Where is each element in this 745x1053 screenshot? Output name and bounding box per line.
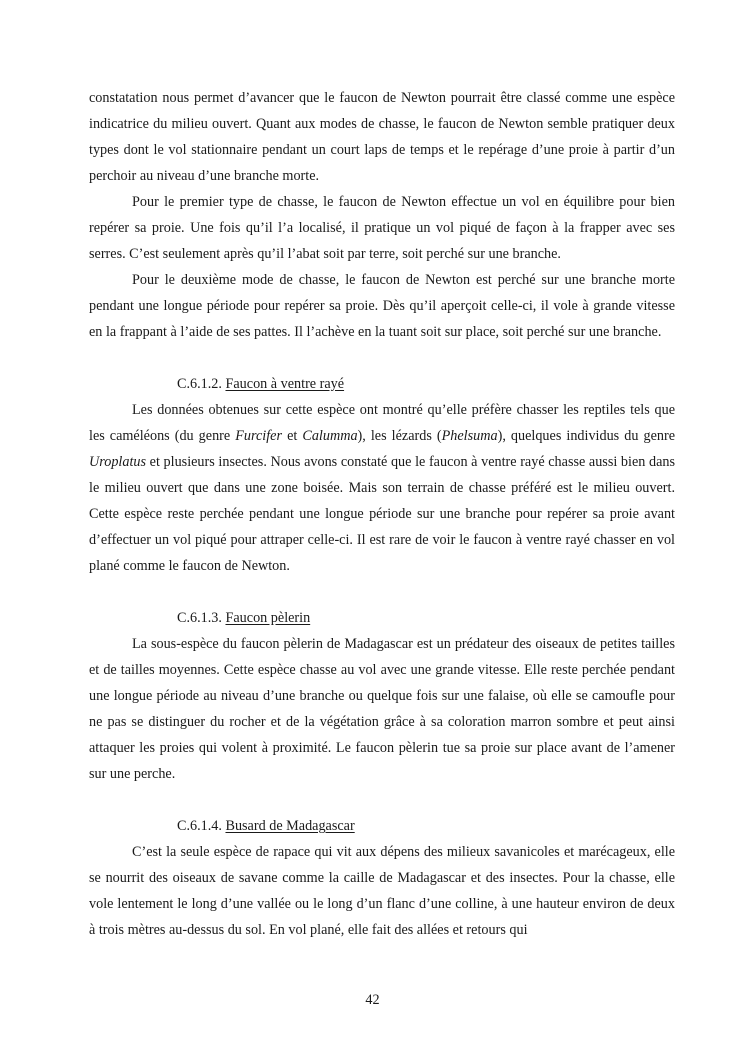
genus-name: Furcifer (235, 428, 283, 444)
paragraph-newton-hunting-type-1: Pour le premier type de chasse, le faucon de Newton effectue un vol en équilibre pour bien repérer sa proie. Une fois qu’il l’a localisé, il pratique un vol piqué de façon à la frapper avec ses serres. C’est seulement après qu’il l’abat soit par terre, soit perché sur une branche. (89, 194, 675, 262)
section-number: C.6.1.4. (177, 818, 222, 834)
text-run: ), quelques individus du genre (497, 428, 675, 444)
text-run: ), les lézards ( (357, 428, 442, 444)
text-run: et (282, 428, 303, 444)
paragraph-pelerin: La sous-espèce du faucon pèlerin de Madagascar est un prédateur des oiseaux de petites tailles et de tailles moyennes. Cette espèce chasse au vol avec une grande vitesse. Elle reste perchée pendant une longue période au niveau d’une branche ou quelque fois sur une falaise, où elle se camoufle pour ne pas se distinguer du rocher et de la végétation grâce à sa coloration marron sombre et peut ainsi attaquer les proies qui volent à proximité. Le faucon pèlerin tue sa proie sur place avant de l’amener sur une perche. (89, 636, 675, 782)
section-title: Busard de Madagascar (225, 818, 355, 834)
section-title: Faucon pèlerin (225, 610, 311, 626)
page-number: 42 (365, 992, 380, 1008)
section-number: C.6.1.3. (177, 610, 222, 626)
genus-name: Phelsuma (441, 428, 498, 444)
section-title: Faucon à ventre rayé (225, 376, 345, 392)
paragraph-newton-habitat: constatation nous permet d’avancer que le faucon de Newton pourrait être classé comme une espèce indicatrice du milieu ouvert. Quant aux modes de chasse, le faucon de Newton semble pratiquer deux types dont le vol stationnaire pendant un court laps de temps et le repérage d’une proie à partir d’un perchoir au niveau d’une branche morte. (89, 90, 675, 184)
section-heading-ventre-raye (89, 371, 675, 397)
section-heading-busard (89, 813, 675, 839)
paragraph-ventre-raye (89, 397, 675, 579)
text-run: et plusieurs insectes. Nous avons constaté que le faucon à ventre rayé chasse aussi bien dans le milieu ouvert que dans une zone boisée. Mais son terrain de chasse préféré est le milieu ouvert. Cette espèce reste perchée pendant une longue période sur une branche pour repérer sa proie avant d’effectuer un vol piqué pour attraper celle-ci. Il est rare de voir le faucon à ventre rayé chasser en vol plané comme le faucon de Newton. (89, 454, 675, 574)
genus-name: Uroplatus (89, 454, 147, 470)
paragraph-busard: C’est la seule espèce de rapace qui vit aux dépens des milieux savanicoles et marécageux, elle se nourrit des oiseaux de savane comme la caille de Madagascar et des insectes. Pour la chasse, elle vole lentement le long d’une vallée ou le long d’un flanc d’une colline, à une hauteur environ de deux à trois mètres au-dessus du sol. En vol plané, elle fait des allées et retours qui (89, 844, 675, 938)
paragraph-newton-hunting-type-2: Pour le deuxième mode de chasse, le faucon de Newton est perché sur une branche morte pendant une longue période pour repérer sa proie. Dès qu’il aperçoit celle-ci, il vole à grande vitesse en la frappant à l’aide de ses pattes. Il l’achève en la tuant soit sur place, soit perché sur une branche. (89, 272, 675, 340)
text-run: Les données obtenues sur cette espèce ont montré qu’elle préfère chasser les reptiles tels que les caméléons (du genre (89, 402, 675, 444)
genus-name: Calumma (302, 428, 358, 444)
section-heading-pelerin (89, 605, 675, 631)
section-number: C.6.1.2. (177, 376, 222, 392)
document-page (89, 85, 675, 943)
